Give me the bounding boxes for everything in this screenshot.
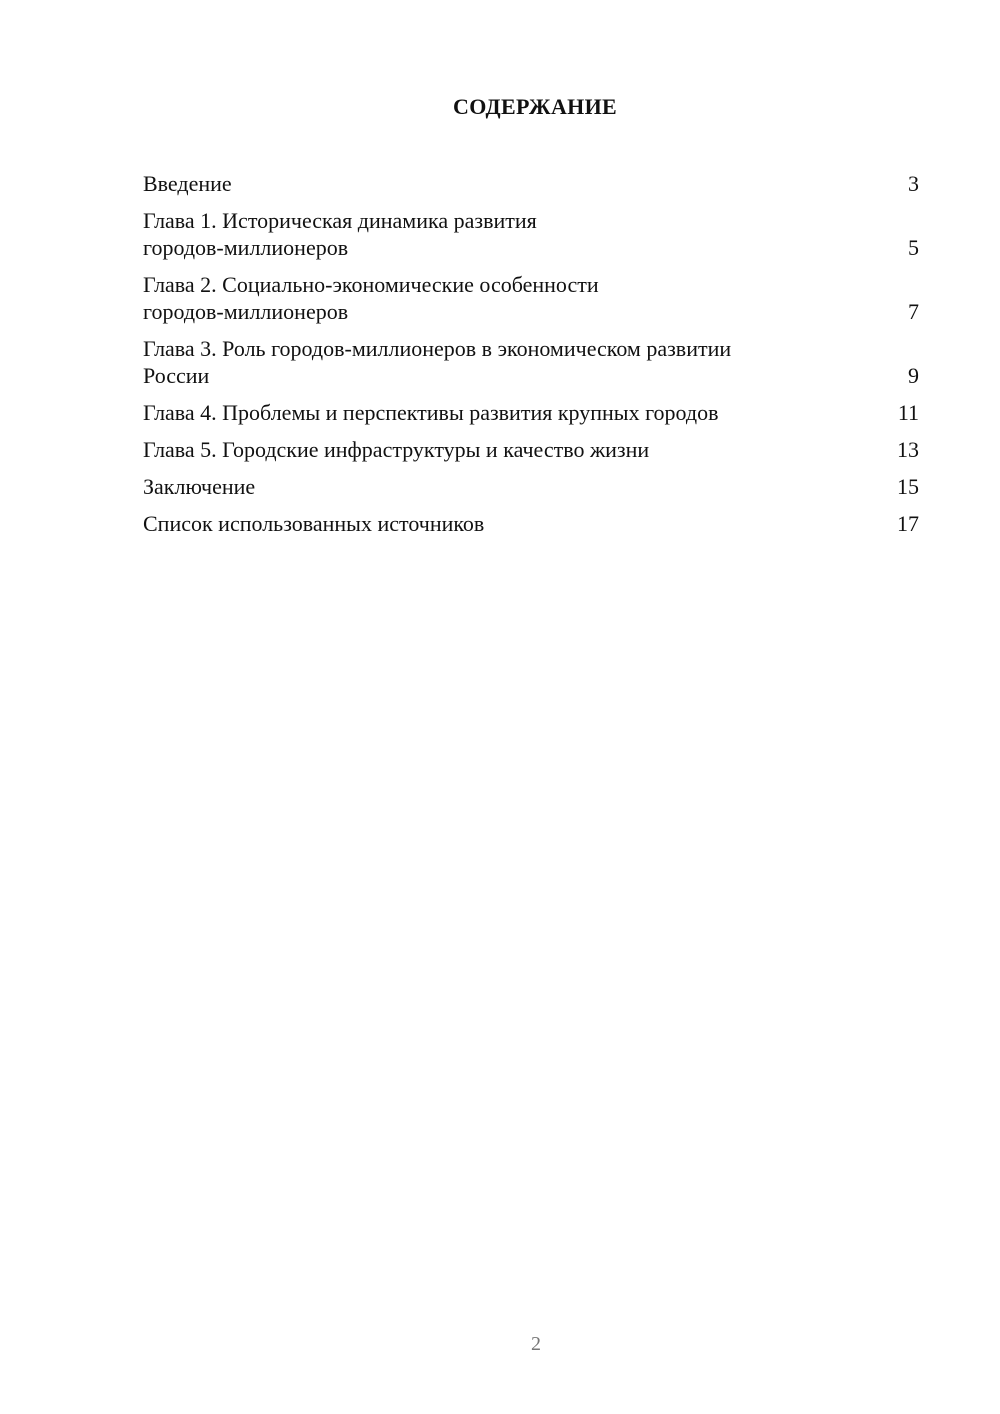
toc-entry-chapter-5[interactable] — [143, 436, 919, 463]
toc-entry-chapter-3[interactable] — [143, 335, 919, 389]
toc-entry-page: 5 — [908, 235, 919, 260]
toc-entry-text — [143, 510, 833, 537]
toc-entry-conclusion[interactable] — [143, 473, 919, 500]
toc-entry-page: 3 — [908, 171, 919, 196]
toc-entry-references[interactable] — [143, 510, 919, 537]
toc-entry-line: Глава 1. Историческая динамика развития — [143, 208, 537, 233]
toc-entry-text — [143, 473, 833, 500]
toc-entry-line: России — [143, 363, 210, 388]
toc-entry-line: Глава 4. Проблемы и перспективы развития крупных городов — [143, 400, 719, 425]
toc-entry-text — [143, 207, 833, 261]
toc-entry-line: Список использованных источников — [143, 511, 485, 536]
page-number: 2 — [531, 1333, 541, 1355]
toc-entry-introduction[interactable] — [143, 170, 919, 197]
toc-entry-line: Заключение — [143, 474, 256, 499]
toc-entry-page: 17 — [897, 511, 919, 536]
toc-entry-page: 13 — [897, 437, 919, 462]
toc-entry-chapter-4[interactable] — [143, 399, 919, 426]
toc-entry-line: Глава 3. Роль городов-миллионеров в экономическом развитии — [143, 336, 732, 361]
toc-entry-page: 15 — [897, 474, 919, 499]
toc-entry-chapter-1[interactable] — [143, 207, 919, 261]
page-title: СОДЕРЖАНИЕ — [453, 94, 617, 119]
toc-entry-page: 9 — [908, 363, 919, 388]
toc-entry-line: городов-миллионеров — [143, 235, 349, 260]
toc-entry-line: городов-миллионеров — [143, 299, 349, 324]
toc-entry-line: Глава 5. Городские инфраструктуры и качество жизни — [143, 437, 650, 462]
toc-entry-line: Глава 2. Социально-экономические особенности — [143, 272, 599, 297]
toc-entry-page: 7 — [908, 299, 919, 324]
toc-entry-chapter-2[interactable] — [143, 271, 919, 325]
toc-entry-line: Введение — [143, 171, 232, 196]
toc-entry-page: 11 — [897, 400, 919, 425]
toc-entry-text — [143, 335, 833, 389]
toc-entry-text — [143, 271, 833, 325]
toc-entry-text — [143, 436, 833, 463]
table-of-contents — [143, 170, 919, 547]
toc-entry-text — [143, 399, 833, 426]
toc-entry-text — [143, 170, 833, 197]
